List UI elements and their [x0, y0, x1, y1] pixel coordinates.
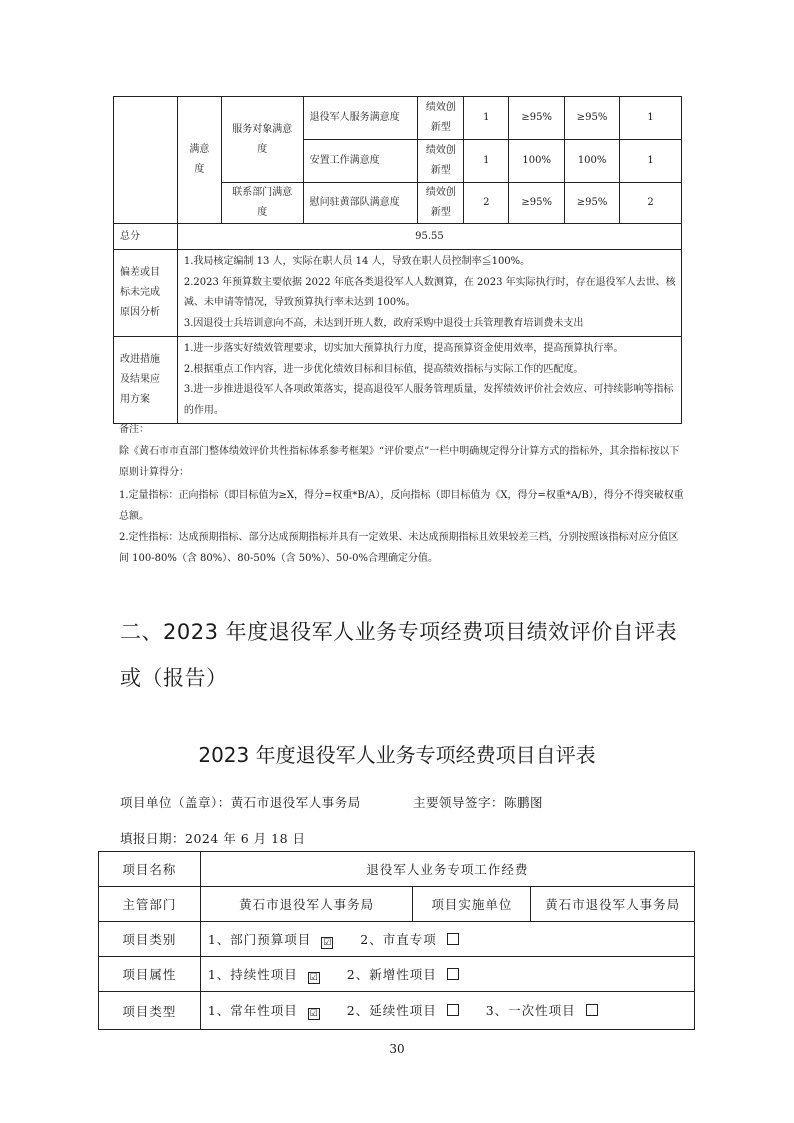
indicator-cell: 慰问驻黄部队满意度: [303, 183, 418, 224]
type-cell: 绩效创 新型: [418, 97, 464, 140]
section-title: 二、2023 年度退役军人业务专项经费项目绩效评价自评表或（报告）: [120, 620, 678, 690]
checkbox-checked-icon[interactable]: ☑: [309, 972, 318, 983]
unit-line: 项目单位（盖章）：黄石市退役军人事务局: [120, 795, 361, 810]
actual-cell: 100%: [565, 140, 620, 183]
total-row: [114, 224, 682, 250]
category-options: [200, 922, 694, 957]
table-row: [99, 992, 695, 1030]
improve-text: 1.进一步落实好绩效管理要求，切实加大预算执行力度，提高预算资金使用效率，提高预算执行率。 2.根据重点工作内容，进一步优化绩效目标和目标值，提高绩效指标与实际工作的匹配度。 3.进一步推进退役军人各项政策落实，提高退役军人服务管理质量，发挥绩效评价社会效应、可持续影响等指标的作用。: [177, 337, 681, 424]
evaluation-table: [113, 96, 682, 424]
page-number: 30: [389, 1042, 405, 1056]
weight-cell: 2: [464, 183, 509, 224]
attribute-option-text: 2、新增性项目: [346, 966, 437, 982]
total-label: 总分: [114, 224, 178, 250]
dept-value: 黄石市退役军人事务局: [200, 887, 413, 922]
project-name-label: 项目名称: [99, 852, 201, 887]
target-cell: ≥95%: [509, 97, 565, 140]
type-label: 项目类型: [99, 992, 201, 1030]
category-label: 项目类别: [99, 922, 201, 957]
notes-paragraph-1: 除《黄石市市直部门整体绩效评价共性指标体系参考框架》“评价要点”一栏中明确规定得分计算方式的指标外，其余指标按以下原则计算得分：: [119, 446, 680, 478]
checkbox-icon[interactable]: [447, 933, 459, 945]
project-name-value: 退役军人业务专项工作经费: [200, 852, 694, 887]
target-cell: ≥95%: [509, 183, 565, 224]
type-option-text: 1、常年性项目: [207, 1003, 298, 1018]
checkbox-icon[interactable]: [447, 1004, 459, 1016]
weight-cell: 1: [464, 97, 509, 140]
type-cell: 绩效创 新型: [418, 140, 464, 183]
total-value: 95.55: [177, 224, 681, 250]
contact-dept-label: 联系部门满意 度: [221, 183, 303, 224]
notes-paragraph-3: 2.定性指标：达成预期指标、部分达成预期指标并具有一定效果、未达成预期指标且效果较差三档，分别按照该指标对应分值区间 100-80%（含 80%）、80-50%（含 50%）、50-0%合理确定分值。: [119, 532, 679, 564]
service-object-label: 服务对象满意 度: [221, 97, 303, 183]
target-cell: 100%: [509, 140, 565, 183]
notes-title: 备注：: [119, 424, 149, 435]
form-title: 2023 年度退役军人业务专项经费项目自评表: [198, 743, 596, 767]
category-option-text: 1、部门预算项目: [207, 931, 312, 947]
improve-row: [114, 337, 682, 424]
weight-cell: 1: [464, 140, 509, 183]
table-row: [99, 887, 695, 922]
type-option-text: 3、一次性项目: [485, 1003, 576, 1018]
deviation-text: 1.我局核定编制 13 人，实际在职人员 14 人，导致在职人员控制率≦100%。 2.2023 年预算数主要依据 2022 年底各类退役军人人数测算，在 2023 年实际执行时，存在退役军人去世、核减、未申请等情况，导致预算执行率未达到 100%。 3.因退役士兵培训意向不高，未达到开班人数，政府采购中退役士兵管理教育培训费未支出: [177, 250, 681, 337]
indicator-cell: 安置工作满意度: [303, 140, 418, 183]
deviation-label: 偏差或目 标未完成 原因分析: [114, 250, 178, 337]
attribute-option-text: 1、持续性项目: [207, 966, 298, 982]
attribute-options: [200, 957, 694, 992]
category-option-text: 2、市直专项: [360, 931, 437, 947]
date-line: 填报日期：2024 年 6 月 18 日: [120, 831, 306, 846]
project-info-table: [98, 851, 695, 1030]
exec-unit-value: 黄石市退役军人事务局: [531, 887, 695, 922]
attribute-label: 项目属性: [99, 957, 201, 992]
checkbox-checked-icon[interactable]: ☑: [323, 937, 332, 948]
actual-cell: ≥95%: [565, 183, 620, 224]
blank-cell: [114, 97, 178, 224]
table-row: [99, 922, 695, 957]
improve-label: 改进措施 及结果应 用方案: [114, 337, 178, 424]
table-row: [114, 97, 682, 140]
indicator-cell: 退役军人服务满意度: [303, 97, 418, 140]
exec-unit-label: 项目实施单位: [413, 887, 531, 922]
actual-cell: ≥95%: [565, 97, 620, 140]
type-option-text: 2、延续性项目: [346, 1003, 437, 1018]
type-cell: 绩效创 新型: [418, 183, 464, 224]
checkbox-icon[interactable]: [586, 1004, 598, 1016]
dept-label: 主管部门: [99, 887, 201, 922]
score-cell: 1: [620, 97, 682, 140]
table-row: [99, 852, 695, 887]
score-cell: 1: [620, 140, 682, 183]
table-row: [99, 957, 695, 992]
leader-line: 主要领导签字：陈鹏图: [413, 795, 544, 810]
type-options: [200, 992, 694, 1030]
checkbox-checked-icon[interactable]: ☑: [309, 1009, 318, 1019]
score-cell: 2: [620, 183, 682, 224]
checkbox-icon[interactable]: [447, 968, 459, 980]
deviation-row: [114, 250, 682, 337]
notes-paragraph-2: 1.定量指标：正向指标（即目标值为≥X，得分=权重*B/A），反向指标（即目标值为《X，得分=权重*A/B），得分不得突破权重总额。: [119, 490, 684, 522]
satisfaction-label: 满意 度: [177, 97, 221, 224]
